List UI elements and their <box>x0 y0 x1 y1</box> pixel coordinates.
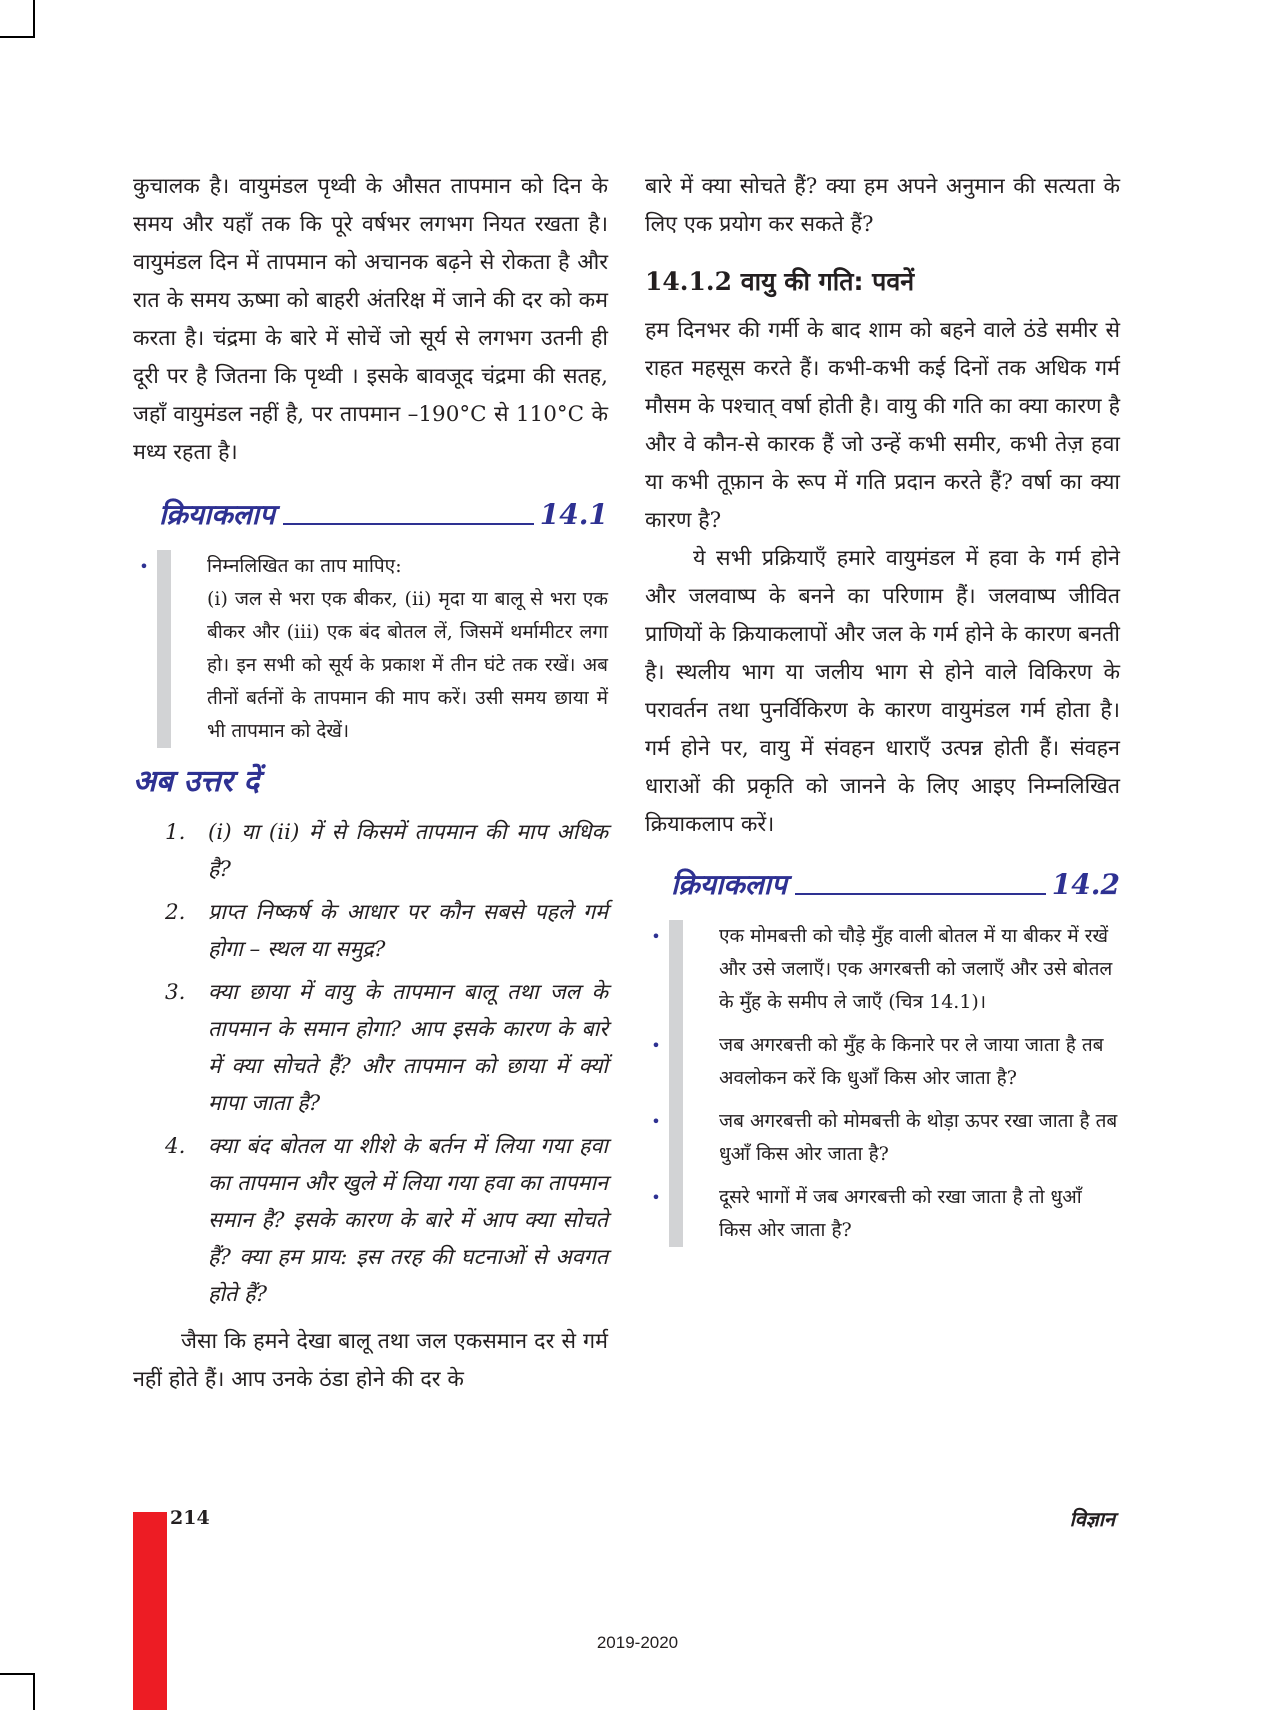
activity-14-1-box <box>133 550 608 748</box>
question-list <box>133 814 608 1313</box>
section-heading <box>645 262 1120 302</box>
question-item <box>133 1128 608 1313</box>
activity-intro-text: निम्नलिखित का ताप मापिए: <box>207 555 402 577</box>
question-item <box>133 814 608 888</box>
bullet-icon: • <box>651 1036 661 1055</box>
activity-body: (i) जल से भरा एक बीकर, (ii) मृदा या बालू से भरा एक बीकर और (iii) एक बंद बोतल लें, जिसमें थर्मामीटर लगा हो। इन सभी को सूर्य के प्रकाश में तीन घंटे तक रखें। अब तीनों बर्तनों के तापमान की माप करें। उसी समय छाया में भी तापमान को देखें। <box>207 588 608 742</box>
activity-number: 14.1 <box>539 498 608 531</box>
crop-mark-top-vertical <box>33 0 35 38</box>
right-paragraph-1: बारे में क्या सोचते हैं? क्या हम अपने अनुमान की सत्यता के लिए एक प्रयोग कर सकते हैं? <box>645 174 1120 237</box>
left-paragraph-2: जैसा कि हमने देखा बालू तथा जल एकसमान दर से गर्म नहीं होते हैं। आप उनके ठंडा होने की दर के <box>133 1329 608 1392</box>
section-number: 14.1.2 <box>645 267 732 296</box>
activity-heading-rule <box>795 893 1046 895</box>
question-text: क्या छाया में वायु के तापमान बालू तथा जल के तापमान के समान होगा? आप इसके कारण के बारे में क्या सोचते हैं? और तापमान को छाया में क्यों मापा जाता है? <box>208 980 608 1116</box>
question-number: 3. <box>165 980 186 1005</box>
activity-item <box>651 1181 1120 1247</box>
activity-item-text: जब अगरबत्ती को मुँह के किनारे पर ले जाया जाता है तब अवलोकन करें कि धुआँ किस ओर जाता है? <box>719 1034 1104 1089</box>
question-item <box>133 894 608 968</box>
right-paragraph-2: हम दिनभर की गर्मी के बाद शाम को बहने वाले ठंडे समीर से राहत महसूस करते हैं। कभी-कभी कई दिनों तक अधिक गर्म मौसम के पश्चात् वर्षा होती है। वायु की गति का क्या कारण है और वे कौन-से कारक हैं जो उन्हें कभी समीर, कभी तेज़ हवा या कभी तूफ़ान के रूप में गति प्रदान करते हैं? वर्षा का क्या कारण है? <box>645 318 1120 533</box>
activity-heading-rule <box>283 523 534 525</box>
activity-side-bar <box>157 550 171 748</box>
activity-14-2-heading <box>671 868 1120 902</box>
left-column <box>133 168 608 1399</box>
activity-label: क्रियाकलाप <box>159 498 275 531</box>
activity-item <box>651 1029 1120 1095</box>
book-name: विज्ञान <box>1069 1507 1115 1531</box>
question-text: क्या बंद बोतल या शीशे के बर्तन में लिया गया हवा का तापमान और खुले में लिया गया हवा का तापमान समान है? इसके कारण के बारे में आप क्या सोचते हैं? क्या हम प्राय: इस तरह की घटनाओं से अवगत होते हैं? <box>208 1134 608 1307</box>
crop-mark-bottom-vertical <box>33 1673 35 1710</box>
activity-item-text: एक मोमबत्ती को चौड़े मुँह वाली बोतल में या बीकर में रखें और उसे जलाएँ। एक अगरबत्ती को जलाएँ और उसे बोतल के मुँह के समीप ले जाएँ (चित्र 14.1)। <box>719 925 1113 1013</box>
question-text: (i) या (ii) में से किसमें तापमान की माप अधिक है? <box>208 820 608 882</box>
answer-heading: अब उत्तर दें <box>133 764 260 799</box>
left-paragraph-1: कुचालक है। वायुमंडल पृथ्वी के औसत तापमान को दिन के समय और यहाँ तक कि पूरे वर्षभर लगभग नियत रखता है। वायुमंडल दिन में तापमान को अचानक बढ़ने से रोकता है और रात के समय ऊष्मा को बाहरी अंतरिक्ष में जाने की दर को कम करता है। चंद्रमा के बारे में सोचें जो सूर्य से लगभग उतनी ही दूरी पर है जितना कि पृथ्वी । इसके बावजूद चंद्रमा की सतह, जहाँ वायुमंडल नहीं है, पर तापमान –190°C से 110°C के मध्य रहता है। <box>133 174 608 465</box>
bullet-icon: • <box>651 927 661 946</box>
activity-item-text: दूसरे भागों में जब अगरबत्ती को रखा जाता है तो धुआँ किस ओर जाता है? <box>719 1186 1082 1241</box>
bullet-icon: • <box>139 557 149 576</box>
activity-side-bar <box>669 920 683 1247</box>
edition-year: 2019-2020 <box>596 1633 679 1652</box>
activity-14-1-heading <box>159 498 608 532</box>
bullet-icon: • <box>651 1188 661 1207</box>
activity-number: 14.2 <box>1051 868 1120 901</box>
bullet-icon: • <box>651 1112 661 1131</box>
question-item <box>133 974 608 1122</box>
question-number: 2. <box>165 900 186 925</box>
crop-mark-top-horizontal <box>0 36 35 38</box>
question-number: 4. <box>165 1134 186 1159</box>
right-column <box>645 168 1120 1247</box>
activity-item <box>651 1105 1120 1171</box>
question-number: 1. <box>165 820 186 845</box>
activity-item <box>651 920 1120 1019</box>
activity-label: क्रियाकलाप <box>671 868 787 901</box>
activity-item-text: जब अगरबत्ती को मोमबत्ती के थोड़ा ऊपर रखा जाता है तब धुआँ किस ओर जाता है? <box>719 1110 1118 1165</box>
crop-mark-bottom-horizontal <box>0 1673 35 1675</box>
activity-14-2-box <box>645 920 1120 1247</box>
activity-intro <box>139 550 608 583</box>
page-marker-red-bar <box>133 1512 167 1710</box>
section-title: वायु की गति: पवनें <box>740 267 915 296</box>
page-number: 214 <box>170 1507 210 1529</box>
right-paragraph-3: ये सभी प्रक्रियाएँ हमारे वायुमंडल में हवा के गर्म होने और जलवाष्प के बनने का परिणाम हैं। जलवाष्प जीवित प्राणियों के क्रियाकलापों और जल के गर्म होने के कारण बनती है। स्थलीय भाग या जलीय भाग से होने वाले विकिरण के परावर्तन तथा पुनर्विकिरण के कारण वायुमंडल गर्म होता है। गर्म होने पर, वायु में संवहन धाराएँ उत्पन्न होती हैं। संवहन धाराओं की प्रकृति को जानने के लिए आइए निम्नलिखित क्रियाकलाप करें। <box>645 546 1120 837</box>
question-text: प्राप्त निष्कर्ष के आधार पर कौन सबसे पहले गर्म होगा – स्थल या समुद्र? <box>208 900 608 962</box>
